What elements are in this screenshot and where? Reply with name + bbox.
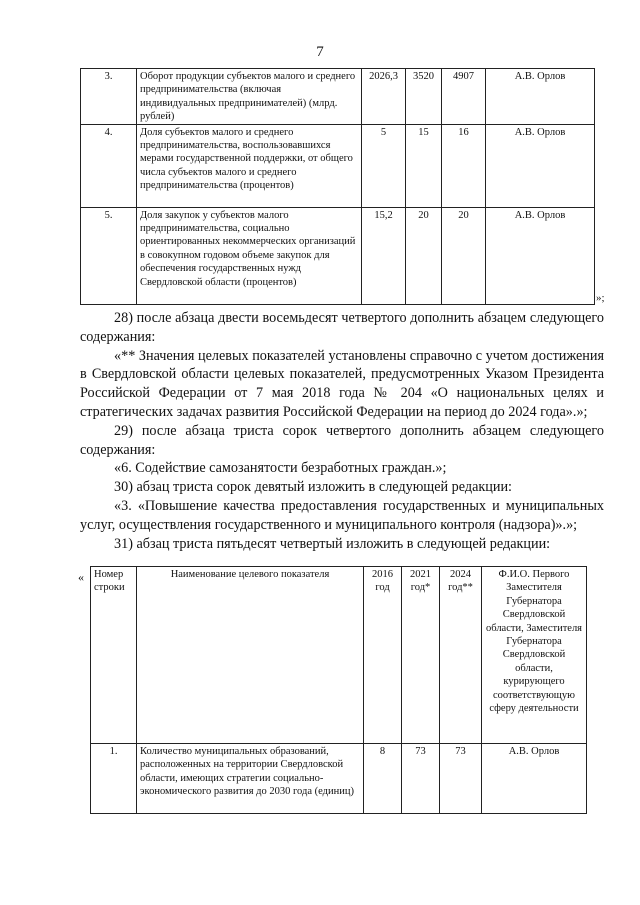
value-2024: 20 [442, 207, 486, 304]
header-indicator: Наименование целевого показателя [137, 567, 364, 744]
header-2016: 2016 год [364, 567, 402, 744]
header-row-number: Номер строки [91, 567, 137, 744]
row-number: 5. [81, 207, 137, 304]
responsible-official: А.В. Орлов [486, 207, 595, 304]
value-2016: 2026,3 [362, 69, 406, 125]
responsible-official: А.В. Орлов [486, 124, 595, 207]
table-row [81, 207, 595, 304]
table-closing-mark: »; [596, 292, 605, 304]
value-2016: 8 [364, 744, 402, 814]
value-2021: 15 [406, 124, 442, 207]
indicator-name: Оборот продукции субъектов малого и среднего предпринимательства (включая индивидуальных предпринимателей) (млрд. рублей) [137, 69, 362, 125]
paragraph-30-quote: «3. «Повышение качества предоставления государственных и муниципальных услуг, осуществления государственного и муниципального контроля (надзора)».»; [80, 497, 604, 533]
table-row [91, 744, 587, 814]
header-official: Ф.И.О. Первого Заместителя Губернатора Свердловской области, Заместителя Губернатора Свердловской области, курирующего соответствующую сферу деятельности [482, 567, 587, 744]
paragraph-30: 30) абзац триста сорок девятый изложить в следующей редакции: [114, 479, 512, 496]
paragraph-29: 29) после абзаца триста сорок четвертого дополнить абзацем следующего содержания: [80, 422, 604, 458]
amendment-text [80, 309, 604, 553]
value-2021: 3520 [406, 69, 442, 125]
value-2021: 20 [406, 207, 442, 304]
value-2016: 15,2 [362, 207, 406, 304]
value-2024: 73 [440, 744, 482, 814]
paragraph-28: 28) после абзаца двести восемьдесят четвертого дополнить абзацем следующего содержания: [80, 310, 604, 345]
indicator-name: Доля субъектов малого и среднего предпринимательства, воспользовавшихся мерами государственной поддержки, от общего числа субъектов малого и среднего предпринимательства (процентов) [137, 124, 362, 207]
indicators-table-continued [80, 68, 595, 305]
header-2021: 2021 год* [402, 567, 440, 744]
table-row [81, 124, 595, 207]
indicator-name: Доля закупок у субъектов малого предпринимательства, социально ориентированных некоммерческих организаций в совокупном годовом объеме закупок для обеспечения государственных нужд Свердловской области (процентов) [137, 207, 362, 304]
table-opening-mark: « [78, 570, 84, 584]
table-row [81, 69, 595, 125]
value-2021: 73 [402, 744, 440, 814]
indicator-name: Количество муниципальных образований, расположенных на территории Свердловской области, имеющих стратегии социально-экономического развития до 2030 года (единиц) [137, 744, 364, 814]
indicators-table-new [90, 566, 587, 814]
value-2024: 16 [442, 124, 486, 207]
row-number: 3. [81, 69, 137, 125]
paragraph-28-quote: «** Значения целевых показателей установлены справочно с учетом достижения в Свердловской области целевых показателей, предусмотренных Указом Президента Российской Федерации от 7 мая 2018 года № 204 «О национальных целях и стратегических задачах развития Российской Федерации на период до 2024 года».»; [80, 347, 604, 420]
paragraph-29-quote: «6. Содействие самозанятости безработных граждан.»; [114, 460, 447, 477]
header-2024: 2024 год** [440, 567, 482, 744]
responsible-official: А.В. Орлов [482, 744, 587, 814]
table-header-row [91, 567, 587, 744]
page-number: 7 [316, 44, 324, 60]
row-number: 4. [81, 124, 137, 207]
value-2016: 5 [362, 124, 406, 207]
paragraph-31: 31) абзац триста пятьдесят четвертый изложить в следующей редакции: [114, 535, 551, 552]
responsible-official: А.В. Орлов [486, 69, 595, 125]
value-2024: 4907 [442, 69, 486, 125]
row-number: 1. [91, 744, 137, 814]
